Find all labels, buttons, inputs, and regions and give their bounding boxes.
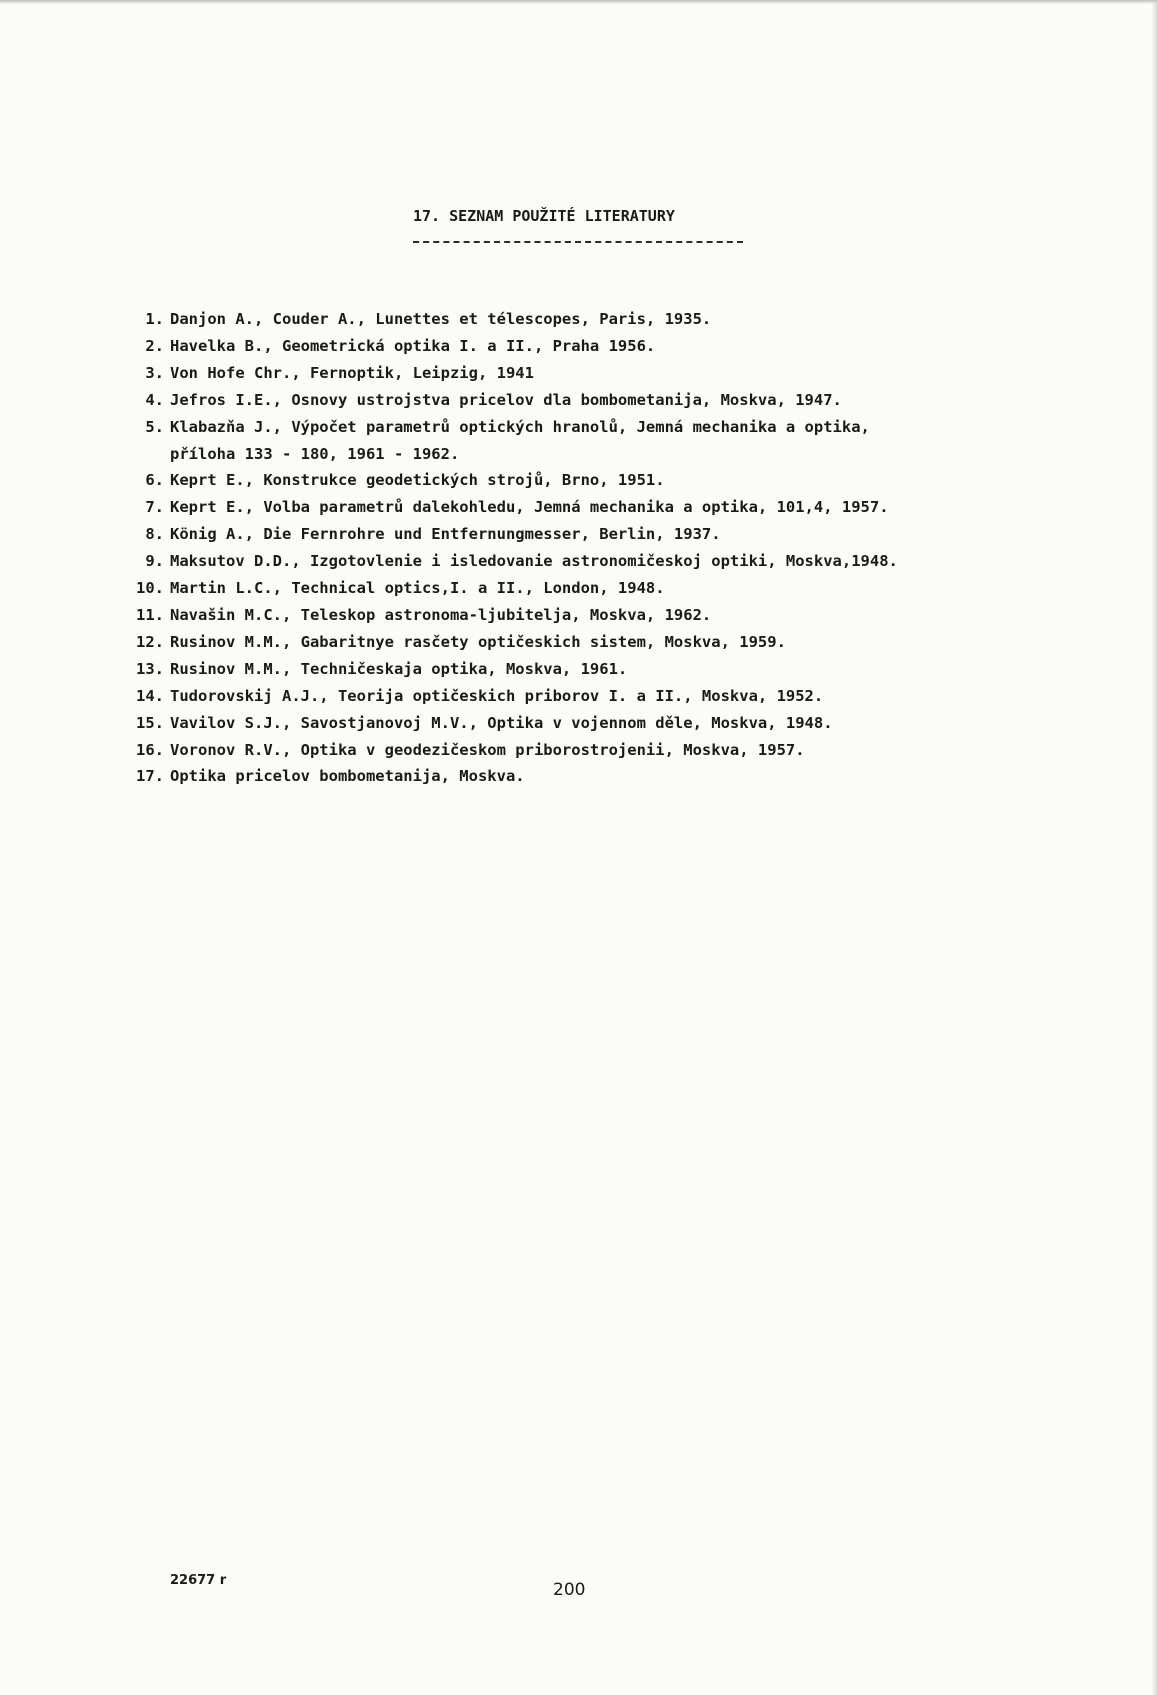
scan-edge-top: [0, 0, 1157, 4]
reference-text: Klabazňa J., Výpočet parametrů optických hranolů, Jemná mechanika a optika,: [170, 417, 870, 436]
reference-text: Jefros I.E., Osnovy ustrojstva pricelov dla bombometanija, Moskva, 1947.: [170, 390, 842, 409]
reference-number: 12.: [136, 632, 164, 651]
reference-text-continuation: příloha 133 - 180, 1961 - 1962.: [170, 444, 460, 463]
reference-number: 8.: [145, 525, 164, 544]
reference-item: [112, 683, 898, 710]
reference-item: [112, 494, 898, 521]
reference-body: [164, 602, 711, 629]
reference-text: Havelka B., Geometrická optika I. a II., Praha 1956.: [170, 336, 656, 355]
reference-item: [112, 521, 898, 548]
reference-number: 10.: [136, 579, 164, 598]
reference-item: [112, 656, 898, 683]
reference-text: Tudorovskij A.J., Teorija optičeskich priborov I. a II., Moskva, 1952.: [170, 686, 824, 705]
reference-item: [112, 548, 898, 575]
reference-item: [112, 414, 898, 468]
reference-item: [112, 737, 898, 764]
document-code: 22677 r: [170, 1573, 227, 1588]
reference-body: [164, 387, 842, 414]
reference-item: [112, 467, 898, 494]
reference-item: [112, 575, 898, 602]
reference-number: 16.: [136, 740, 164, 759]
scan-edge-right: [1151, 0, 1157, 1695]
reference-body: [164, 737, 805, 764]
reference-number: 11.: [136, 605, 164, 624]
reference-body: [164, 575, 665, 602]
reference-number: 6.: [145, 471, 164, 490]
reference-item: [112, 306, 898, 333]
reference-text: Von Hofe Chr., Fernoptik, Leipzig, 1941: [170, 363, 534, 382]
reference-text: Maksutov D.D., Izgotovlenie i isledovanie astronomičeskoj optiki, Moskva,1948.: [170, 552, 898, 571]
page-title: 17. SEZNAM POUŽITÉ LITERATURY: [413, 207, 675, 225]
reference-item: [112, 763, 898, 790]
reference-number: 5.: [145, 417, 164, 436]
reference-number: 3.: [145, 363, 164, 382]
reference-number: 13.: [136, 659, 164, 678]
reference-number: 1.: [145, 310, 164, 328]
reference-body: [164, 414, 870, 468]
reference-body: [164, 360, 534, 387]
reference-item: [112, 710, 898, 737]
page-number: 200: [553, 1580, 586, 1600]
reference-text: Rusinov M.M., Techničeskaja optika, Moskva, 1961.: [170, 659, 628, 678]
reference-body: [164, 763, 525, 790]
title-underline: [413, 241, 743, 243]
reference-body: [164, 306, 711, 333]
reference-body: [164, 710, 833, 737]
reference-body: [164, 333, 655, 360]
reference-body: [164, 494, 889, 521]
reference-number: 2.: [145, 336, 164, 355]
reference-text: Rusinov M.M., Gabaritnye rasčety optičeskich sistem, Moskva, 1959.: [170, 632, 786, 651]
reference-number: 14.: [136, 686, 164, 705]
reference-number: 7.: [145, 498, 164, 517]
reference-item: [112, 602, 898, 629]
reference-number: 17.: [136, 767, 164, 786]
reference-body: [164, 629, 786, 656]
reference-body: [164, 467, 665, 494]
reference-text: Danjon A., Couder A., Lunettes et télescopes, Paris, 1935.: [170, 310, 712, 328]
reference-number: 4.: [145, 390, 164, 409]
reference-text: Martin L.C., Technical optics,I. a II., London, 1948.: [170, 579, 665, 598]
reference-body: [164, 656, 627, 683]
reference-item: [112, 629, 898, 656]
reference-text: König A., Die Fernrohre und Entfernungmesser, Berlin, 1937.: [170, 525, 721, 544]
reference-item: [112, 387, 898, 414]
reference-text: Voronov R.V., Optika v geodezičeskom priborostrojenii, Moskva, 1957.: [170, 740, 805, 759]
reference-text: Keprt E., Volba parametrů dalekohledu, Jemná mechanika a optika, 101,4, 1957.: [170, 498, 889, 517]
reference-text: Keprt E., Konstrukce geodetických strojů, Brno, 1951.: [170, 471, 665, 490]
reference-body: [164, 683, 823, 710]
reference-text: Optika pricelov bombometanija, Moskva.: [170, 767, 525, 786]
reference-body: [164, 548, 898, 575]
reference-number: 15.: [136, 713, 164, 732]
reference-item: [112, 360, 898, 387]
reference-item: [112, 333, 898, 360]
reference-body: [164, 521, 721, 548]
reference-number: 9.: [145, 552, 164, 571]
reference-text: Vavilov S.J., Savostjanovoj M.V., Optika v vojennom děle, Moskva, 1948.: [170, 713, 833, 732]
reference-text: Navašin M.C., Teleskop astronoma-ljubitelja, Moskva, 1962.: [170, 605, 712, 624]
reference-list: [112, 306, 898, 790]
